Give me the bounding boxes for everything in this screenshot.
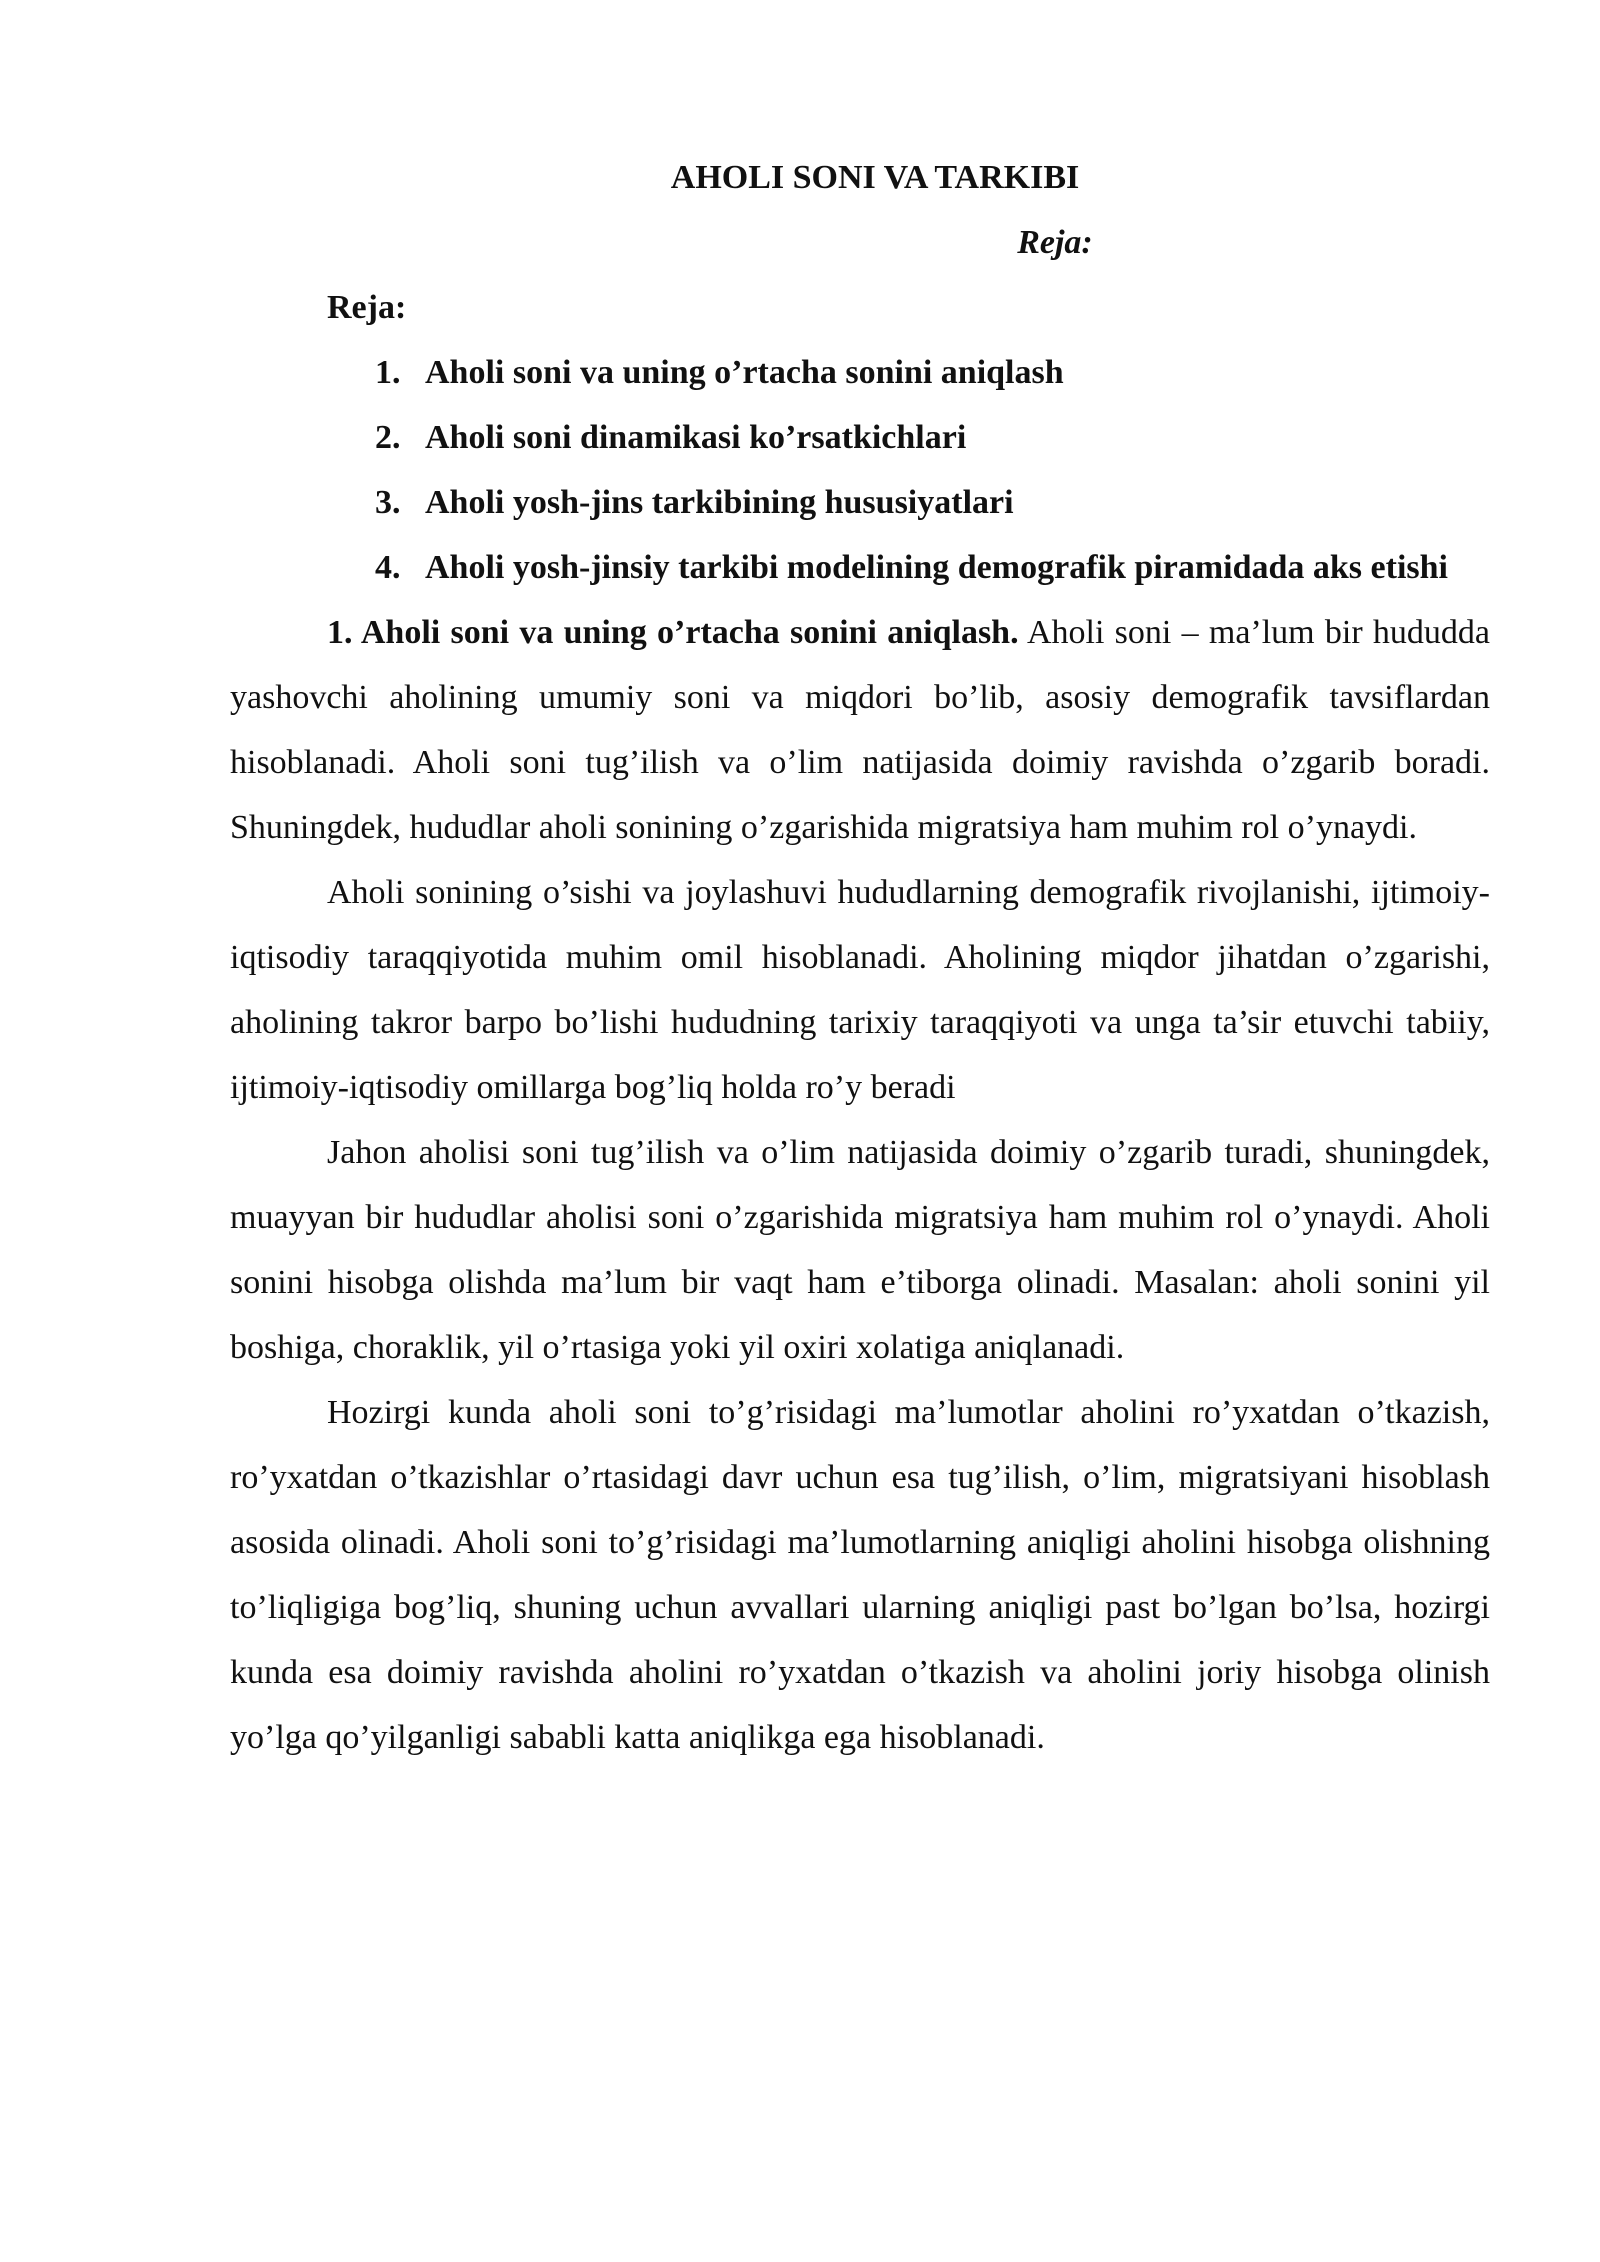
plan-heading: Reja: [327,289,407,326]
paragraph-4 [230,1380,1490,1770]
plan-heading-italic: Reja: [1017,224,1093,261]
paragraph-2 [230,860,1490,1120]
plan-item [375,405,1490,470]
paragraph-text: Aholi soni – ma’lum bir hududda yashovchi aholining umumiy soni va miqdori bo’lib, asosiy demografik tavsiflardan hisoblanadi. Aholi soni tug’ilish va o’lim natijasida doimiy ravishda o’zgarib boradi. Shuningdek, hududlar aholi sonining o’zgarishida migratsiya ham muhim rol o’ynaydi. [230,614,1491,846]
plan-item-text: Aholi yosh-jinsiy tarkibi modelining demografik piramidada aks etishi [425,549,1448,586]
document-title: AHOLI SONI VA TARKIBI [670,159,1080,196]
plan-item [375,535,1490,600]
plan-list [230,340,1490,600]
plan-item-text: Aholi soni va uning o’rtacha sonini aniqlash [425,354,1064,391]
plan-item-text: Aholi yosh-jins tarkibining hususiyatlari [425,484,1014,521]
paragraph-text: Hozirgi kunda aholi soni to’g’risidagi ma’lumotlar aholini ro’yxatdan o’tkazish, ro’yxatdan o’tkazishlar o’rtasidagi davr uchun esa tug’ilish, o’lim, migratsiyani hisoblash asosida olinadi. Aholi soni to’g’risidagi ma’lumotlarning aniqligi aholini hisobga olishning to’liqligiga bog’liq, shuning uchun avvallari ularning aniqligi past bo’lgan bo’lsa, hozirgi kunda esa doimiy ravishda aholini ro’yxatdan o’tkazish va aholini joriy hisobga olinish yo’lga qo’yilganligi sababli katta aniqlikga ega hisoblanadi. [230,1394,1490,1756]
plan-item [375,470,1490,535]
plan-item-number: 1. [375,354,401,391]
paragraph-section-1 [230,600,1490,860]
document-page [230,145,1490,1770]
plan-item-text: Aholi soni dinamikasi ko’rsatkichlari [425,419,967,456]
paragraph-3 [230,1120,1490,1380]
section-heading-inline: 1. Aholi soni va uning o’rtacha sonini aniqlash. [327,614,1019,651]
plan-item-number: 3. [375,484,401,521]
plan-item [375,340,1490,405]
plan-item-number: 4. [375,549,401,586]
paragraph-text: Aholi sonining o’sishi va joylashuvi hududlarning demografik rivojlanishi, ijtimoiy-iqtisodiy taraqqiyotida muhim omil hisoblanadi. Aholining miqdor jihatdan o’zgarishi, aholining takror barpo bo’lishi hududning tarixiy taraqqiyoti va unga ta’sir etuvchi tabiiy, ijtimoiy-iqtisodiy omillarga bog’liq holda ro’y beradi [230,874,1490,1106]
plan-item-number: 2. [375,419,401,456]
paragraph-text: Jahon aholisi soni tug’ilish va o’lim natijasida doimiy o’zgarib turadi, shuningdek, muayyan bir hududlar aholisi soni o’zgarishida migratsiya ham muhim rol o’ynaydi. Aholi sonini hisobga olishda ma’lum bir vaqt ham e’tiborga olinadi. Masalan: aholi sonini yil boshiga, choraklik, yil o’rtasiga yoki yil oxiri xolatiga aniqlanadi. [230,1134,1490,1366]
